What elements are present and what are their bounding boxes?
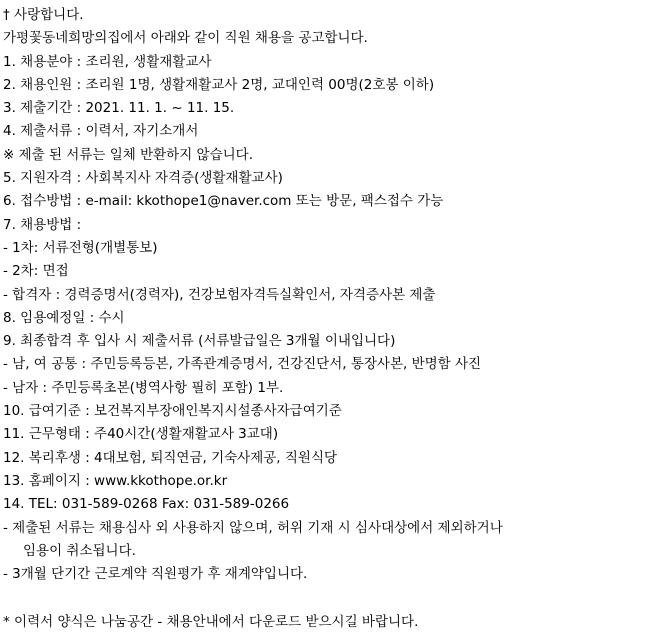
work-type-line: 11. 근무형태 : 주40시간(생활재활교사 3교대) — [3, 426, 279, 443]
appointment-date-line: 8. 임용예정일 : 수시 — [3, 309, 125, 326]
male-docs-line: - 남자 : 주민등록초본(병역사항 필히 포함) 1부. — [3, 379, 284, 396]
required-documents-line: 4. 제출서류 : 이력서, 자기소개서 — [3, 123, 199, 140]
salary-standard-line: 10. 급여기준 : 보건복지부장애인복지시설종사자급여기준 — [3, 403, 342, 420]
intro-line: 가평꽃동네희망의집에서 아래와 같이 직원 채용을 공고합니다. — [3, 30, 368, 47]
selection-step-1-line: - 1차: 서류전형(개별통보) — [3, 239, 158, 256]
no-return-notice-line: ※ 제출 된 서류는 일체 반환하지 않습니다. — [3, 146, 254, 163]
final-docs-line: 9. 최종합격 후 입사 시 제출서류 (서류발급일은 3개월 이내입니다) — [3, 333, 396, 350]
successful-applicant-docs-line: - 합격자 : 경력증명서(경력자), 건강보험자격득실확인서, 자격증사본 제출 — [3, 286, 436, 303]
false-info-notice-continuation: 임용이 취소됩니다. — [23, 542, 136, 559]
blank-line — [3, 586, 641, 609]
contact-line: 14. TEL: 031-589-0268 Fax: 031-589-0266 — [3, 496, 290, 513]
homepage-line: 13. 홈페이지 : www.kkothope.or.kr — [3, 472, 228, 489]
common-docs-line: - 남, 여 공통 : 주민등록등본, 가족관계증명서, 건강진단서, 통장사본, 반명함 사진 — [3, 356, 482, 373]
resume-form-notice-line: * 이력서 양식은 나눔공간 - 채용안내에서 다운로드 받으시길 바랍니다. — [3, 613, 419, 630]
selection-step-2-line: - 2차: 면접 — [3, 263, 69, 280]
application-method-line: 6. 접수방법 : e-mail: kkothope1@naver.com 또는 방문, 팩스접수 가능 — [3, 193, 444, 210]
false-info-notice-line: - 제출된 서류는 채용심사 외 사용하지 않으며, 허위 기재 시 심사대상에서 제외하거나 — [3, 519, 503, 536]
submission-period-line: 3. 제출기간 : 2021. 11. 1. ~ 11. 15. — [3, 100, 235, 117]
job-posting-document — [3, 4, 641, 634]
contract-notice-line: - 3개월 단기간 근로계약 직원평가 후 재계약입니다. — [3, 566, 308, 583]
headcount-line: 2. 채용인원 : 조리원 1명, 생활재활교사 2명, 교대인력 00명(2호봉 이하) — [3, 76, 435, 93]
greeting-line: † 사랑합니다. — [3, 7, 84, 23]
qualification-line: 5. 지원자격 : 사회복지사 자격증(생활재활교사) — [3, 170, 283, 187]
selection-method-line: 7. 채용방법 : — [3, 216, 82, 233]
recruitment-field-line: 1. 채용분야 : 조리원, 생활재활교사 — [3, 53, 212, 70]
benefits-line: 12. 복리후생 : 4대보험, 퇴직연금, 기숙사제공, 직원식당 — [3, 449, 338, 466]
